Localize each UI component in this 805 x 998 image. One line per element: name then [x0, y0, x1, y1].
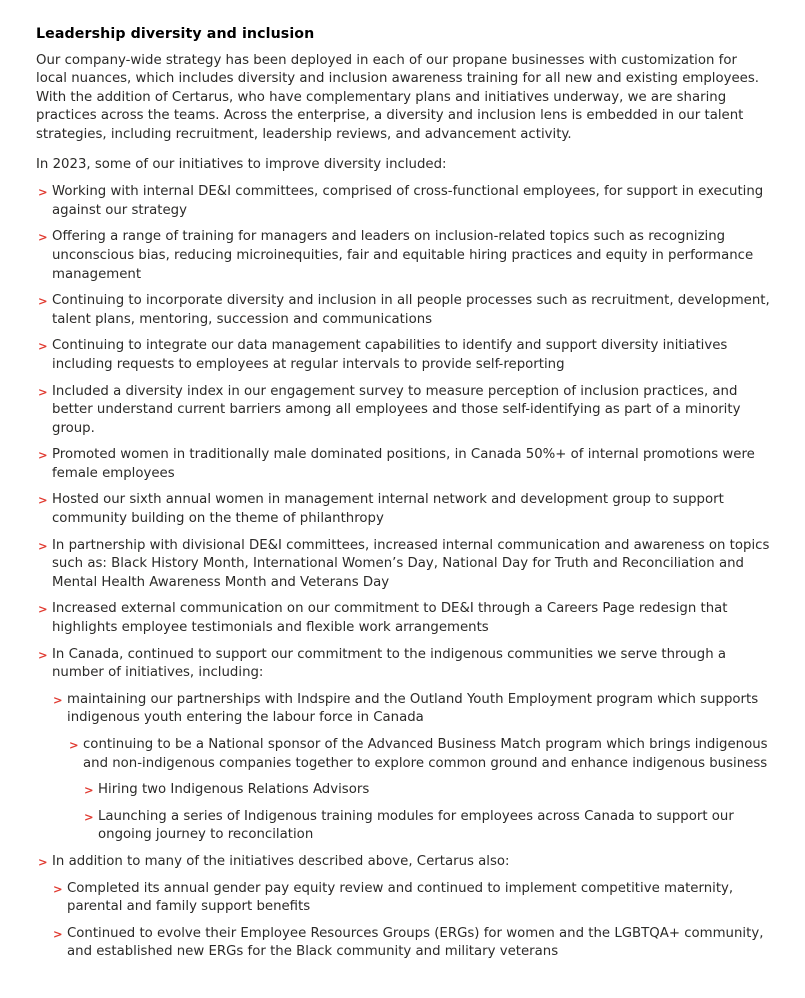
list-item	[38, 383, 771, 439]
list-item	[53, 691, 771, 728]
list-item	[53, 880, 771, 917]
list-item-text: Continued to evolve their Employee Resources Groups (ERGs) for women and the LGBTQA+ community, and established new ERGs for the Black community and military veterans	[67, 925, 764, 960]
list-item-text: Offering a range of training for managers and leaders on inclusion-related topics such as recognizing unconscious bias, reducing microinequities, fair and equitable hiring practices and equity in performance management	[52, 229, 754, 282]
chevron-bullet-icon: >	[38, 493, 48, 508]
chevron-bullet-icon: >	[38, 294, 48, 309]
chevron-bullet-icon: >	[38, 185, 48, 200]
chevron-bullet-icon: >	[53, 692, 63, 707]
chevron-bullet-icon: >	[84, 783, 94, 798]
chevron-bullet-icon: >	[38, 538, 48, 553]
chevron-bullet-icon: >	[38, 448, 48, 463]
list-item	[84, 808, 771, 845]
list-item	[38, 537, 771, 593]
list-item	[69, 736, 771, 773]
chevron-bullet-icon: >	[38, 854, 48, 869]
list-item-text: Completed its annual gender pay equity review and continued to implement competitive maternity, parental and family support benefits	[67, 880, 734, 915]
chevron-bullet-icon: >	[69, 738, 79, 752]
chevron-bullet-icon: >	[84, 809, 94, 824]
list-item	[38, 646, 771, 683]
page-title: Leadership diversity and inclusion	[36, 26, 315, 42]
list-item	[38, 853, 771, 872]
chevron-bullet-icon: >	[38, 339, 48, 354]
list-item	[38, 491, 771, 528]
list-item	[53, 925, 771, 962]
chevron-bullet-icon: >	[38, 602, 48, 617]
chevron-bullet-icon: >	[38, 647, 48, 662]
list-item	[38, 337, 771, 374]
list-intro-text: In 2023, some of our initiatives to improve diversity included:	[36, 156, 447, 172]
list-item-text: continuing to be a National sponsor of the Advanced Business Match program which brings indigenous and non-indigenous companies together to explore common ground and enhance indigenous business	[83, 737, 768, 771]
initiatives-bullet-list	[36, 183, 771, 962]
list-item-text: In addition to many of the initiatives described above, Certarus also:	[52, 853, 510, 869]
list-item-text: Working with internal DE&I committees, comprised of cross-functional employees, for support in executing against our strategy	[52, 184, 764, 218]
intro-paragraph: Our company-wide strategy has been deployed in each of our propane businesses with customization for local nuances, which includes diversity and inclusion awareness training for all new and existing employees. With the addition of Certarus, who have complementary plans and initiatives underway, we are sharing practices across the teams. Across the enterprise, a diversity and inclusion lens is embedded in our talent strategies, including recruitment, leadership reviews, and advancement activity.	[36, 52, 760, 142]
list-item-text: Continuing to integrate our data management capabilities to identify and support diversity initiatives including requests to employees at regular intervals to provide self-reporting	[52, 338, 728, 372]
list-item	[38, 228, 771, 284]
list-item-text: maintaining our partnerships with Indspire and the Outland Youth Employment program which supports indigenous youth entering the labour force in Canada	[67, 691, 759, 726]
list-item-text: Included a diversity index in our engagement survey to measure perception of inclusion practices, and better understand current barriers among all employees and those self-identifying as part of a minority group.	[52, 383, 741, 436]
list-item-text: Hosted our sixth annual women in management internal network and development group to support community building on the theme of philanthropy	[52, 492, 724, 527]
chevron-bullet-icon: >	[53, 881, 63, 896]
list-item	[38, 292, 771, 329]
list-item	[38, 183, 771, 220]
list-item	[38, 446, 771, 483]
list-item-text: Continuing to incorporate diversity and inclusion in all people processes such as recruitment, development, talent plans, mentoring, succession and communications	[52, 293, 770, 327]
chevron-bullet-icon: >	[38, 384, 48, 399]
list-item-text: Launching a series of Indigenous training modules for employees across Canada to support our ongoing journey to reconcilation	[98, 808, 734, 843]
chevron-bullet-icon: >	[38, 230, 48, 245]
list-item-text: Increased external communication on our commitment to DE&I through a Careers Page redesign that highlights employee testimonials and flexible work arrangements	[52, 601, 728, 636]
list-item-text: In Canada, continued to support our commitment to the indigenous communities we serve through a number of initiatives, including:	[52, 646, 727, 681]
list-item-text: Promoted women in traditionally male dominated positions, in Canada 50%+ of internal promotions were female employees	[52, 447, 755, 481]
chevron-bullet-icon: >	[53, 926, 63, 941]
list-item-text: In partnership with divisional DE&I committees, increased internal communication and awareness on topics such as: Black History Month, International Women’s Day, National Day for Truth and Reconciliation and Mental Health Awareness Month and Veterans Day	[52, 537, 770, 590]
list-item	[84, 781, 771, 800]
list-item-text: Hiring two Indigenous Relations Advisors	[98, 782, 370, 798]
list-item	[38, 600, 771, 637]
